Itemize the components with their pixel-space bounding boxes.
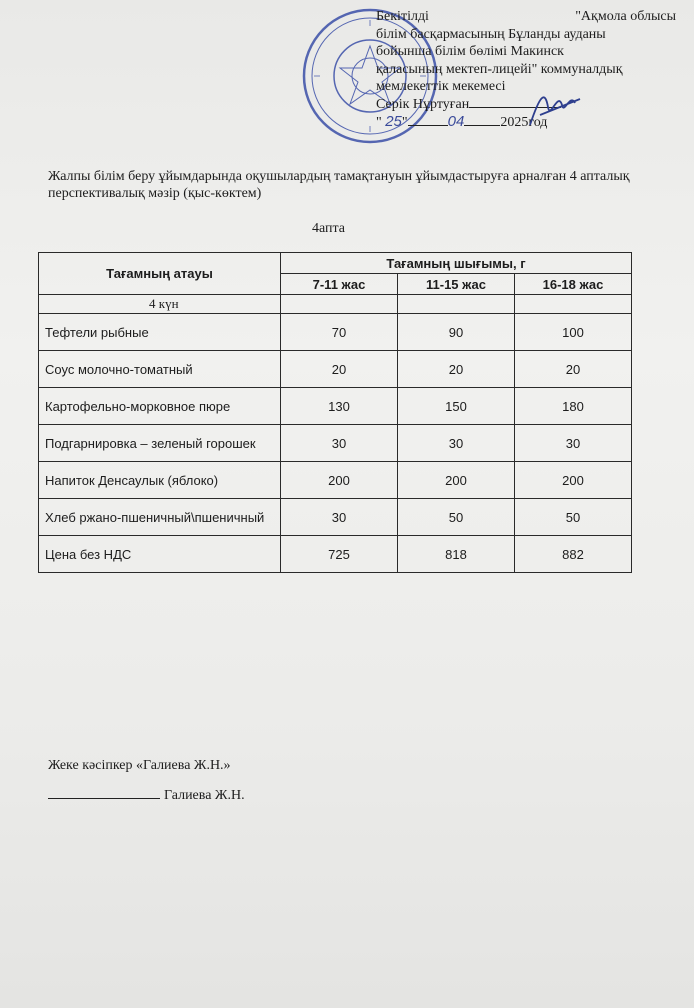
org-name-line2: білім басқармасының Бұланды ауданы <box>376 26 606 42</box>
entrepreneur-label: Жеке кәсіпкер «Галиева Ж.Н.» <box>48 758 231 773</box>
approved-label: Бекітілді <box>376 9 429 24</box>
yield-value: 30 <box>398 425 515 462</box>
yield-value: 30 <box>281 499 398 536</box>
yield-value: 200 <box>515 462 632 499</box>
yield-value: 70 <box>281 314 398 351</box>
price-row <box>39 536 632 573</box>
org-name-line1: "Ақмола облысы <box>575 9 676 24</box>
dish-name: Подгарнировка – зеленый горошек <box>39 425 281 462</box>
yield-value: 200 <box>398 462 515 499</box>
yield-value: 150 <box>398 388 515 425</box>
yield-value: 130 <box>281 388 398 425</box>
dish-name: Напиток Денсаулык (яблоко) <box>39 462 281 499</box>
day-label: 4 күн <box>39 295 281 314</box>
table-row <box>39 499 632 536</box>
age-group-header: 11-15 жас <box>398 274 515 295</box>
yield-value: 50 <box>398 499 515 536</box>
signature-blank <box>48 798 160 799</box>
document-title: Жалпы білім беру ұйымдарында оқушылардың тамақтануын ұйымдастыруға арналған 4 апталық перспективалық мәзір (қыс-көктем) <box>48 169 630 201</box>
menu-table <box>38 252 632 573</box>
approval-date: " 25" 04 2025год <box>376 113 548 130</box>
signatory-name: Галиева Ж.Н. <box>164 788 245 803</box>
date-day: 25 <box>385 113 402 130</box>
header-yield: Тағамның шығымы, г <box>281 253 632 274</box>
table-row <box>39 462 632 499</box>
header-dish-name: Тағамның атауы <box>39 253 281 295</box>
yield-value: 100 <box>515 314 632 351</box>
dish-name: Соус молочно-томатный <box>39 351 281 388</box>
table-row <box>39 425 632 462</box>
yield-value: 30 <box>281 425 398 462</box>
yield-value: 200 <box>281 462 398 499</box>
dish-name: Тефтели рыбные <box>39 314 281 351</box>
yield-value: 50 <box>515 499 632 536</box>
dish-name: Картофельно-морковное пюре <box>39 388 281 425</box>
yield-value: 30 <box>515 425 632 462</box>
yield-value: 20 <box>515 351 632 388</box>
price-label: Цена без НДС <box>39 536 281 573</box>
org-name-line5: мемлекеттік мекемесі <box>376 79 506 94</box>
date-year: 2025год <box>500 115 548 130</box>
table-row <box>39 314 632 351</box>
director-name: Серік Нұртуған <box>376 96 470 112</box>
yield-value: 90 <box>398 314 515 351</box>
yield-value: 180 <box>515 388 632 425</box>
org-name-line4: қаласының мектеп-лицейі" коммуналдық <box>376 61 623 77</box>
org-name-line3: бойынша білім бөлімі Макинск <box>376 44 564 59</box>
price-value: 818 <box>398 536 515 573</box>
age-group-header: 7-11 жас <box>281 274 398 295</box>
age-group-header: 16-18 жас <box>515 274 632 295</box>
date-month: 04 <box>447 113 465 130</box>
price-value: 725 <box>281 536 398 573</box>
yield-value: 20 <box>398 351 515 388</box>
yield-value: 20 <box>281 351 398 388</box>
signature-mark <box>520 85 590 130</box>
week-label: 4апта <box>312 221 346 236</box>
price-value: 882 <box>515 536 632 573</box>
dish-name: Хлеб ржано-пшеничный\пшеничный <box>39 499 281 536</box>
table-row <box>39 351 632 388</box>
table-row <box>39 388 632 425</box>
signature-line <box>48 788 245 804</box>
